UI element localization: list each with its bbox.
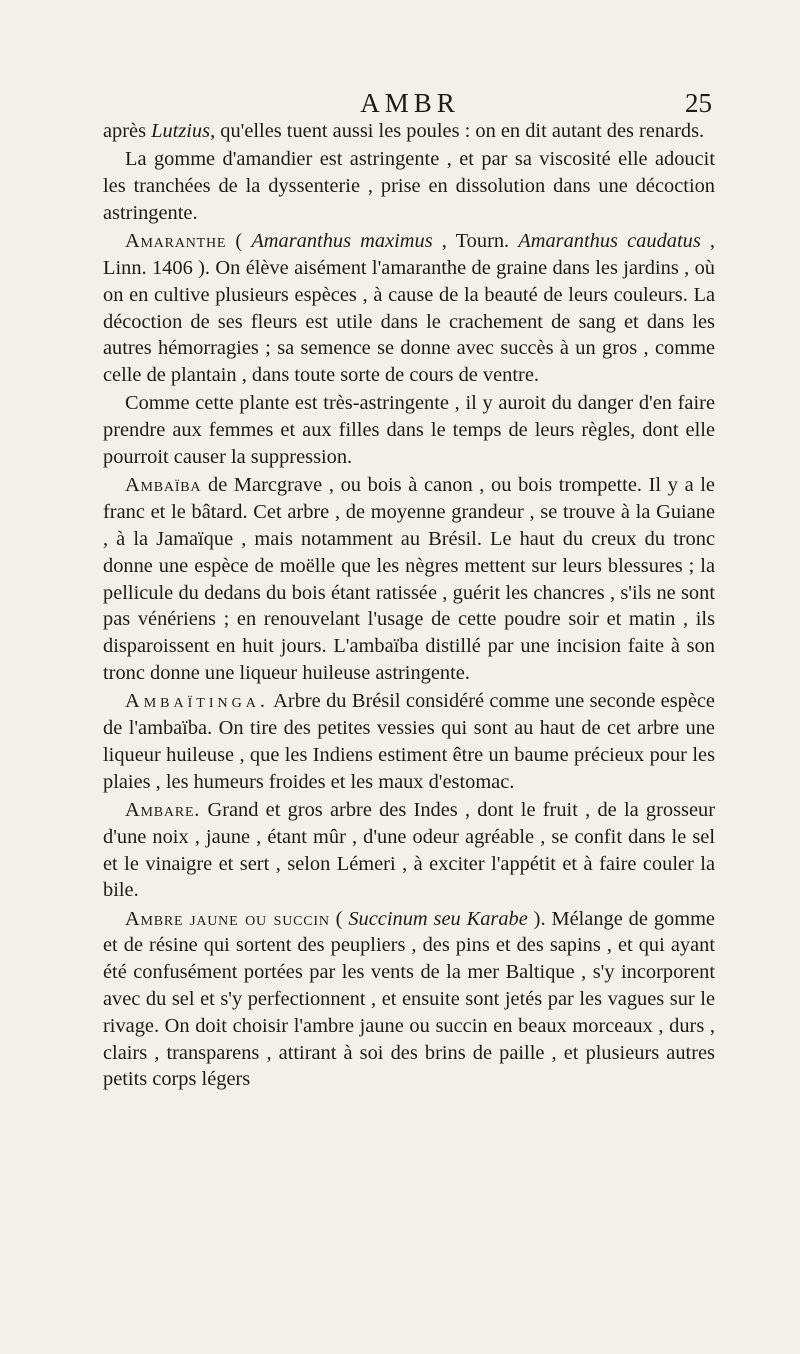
running-head-title: AMBR (360, 88, 460, 118)
paragraph (103, 228, 715, 389)
text-run: Comme cette plante est très-astringente , il y auroit du danger d'en faire prendre aux femmes et aux filles dans le temps de leurs règles, dont elle pourroit causer la suppression. (103, 392, 715, 469)
text-run: ( (226, 230, 252, 253)
running-head (108, 86, 712, 120)
paragraph (103, 472, 715, 686)
text-run: , qu'elles tuent aussi les poules : on en dit autant des renards. (210, 120, 705, 142)
entry-headword: Ambare. (125, 798, 201, 821)
text-run: La gomme d'amandier est astringente , et par sa viscosité elle adoucit les tranchées de la dyssenterie , prise en dissolution dans une décoction astringente. (103, 148, 715, 224)
text-run: après (103, 120, 152, 142)
page-number: 25 (685, 88, 712, 118)
body-text (103, 118, 715, 1095)
latin-name: Lutzius (151, 120, 211, 142)
text-run: de Marcgrave , ou bois à canon , ou bois trompette. Il y a le franc et le bâtard. Cet arbre , de moyenne grandeur , se trouve à la Guiane , à la Jamaïque , mais notamment au Brésil. Le haut du creux du tronc donne une espèce de moëlle que les nègres mettent sur leurs blessures ; la pellicule du dedans du bois étant ratissée , guérit les chancres , s'ils ne sont pas vénériens ; en renouvelant l'usage de cette poudre soir et matin , ils disparoissent en huit jours. L'ambaïba distillé par une incision faite à son tronc donne une liqueur huileuse astringente. (103, 474, 715, 684)
entry-headword: Ambre jaune ou succin (125, 907, 330, 930)
entry-headword: Ambaïtinga. (125, 690, 269, 713)
text-run: Arbre du Brésil considéré comme une seconde espèce de l'ambaïba. On tire des petites vessies qui sont au haut de cet arbre une liqueur huileuse , que les Indiens estiment être un baume précieux pour les plaies , les humeurs froides et les maux d'estomac. (103, 690, 715, 793)
text-run: , Linn. 1406 ). On élève aisément l'amaranthe de graine dans les jardins , où on en cultive plusieurs espèces , à cause de la beauté de leurs couleurs. La décoction de ses fleurs est utile dans le crachement de sang et dans les autres hémorragies ; sa semence se donne avec succès à un gros , comme celle de plantain , dans toute sorte de cours de ventre. (103, 230, 715, 387)
entry-headword: Amaranthe (125, 230, 227, 253)
paragraph (103, 688, 715, 795)
latin-name: Amaranthus caudatus (518, 230, 701, 253)
latin-name: Amaranthus maximus (251, 230, 433, 253)
text-run: ). Mélange de gomme et de résine qui sortent des peupliers , des pins et des sapins , et qui ayant été confusément portées par les vents de la mer Baltique , s'y incorporent avec du sel et s'y perfectionnent , et ensuite sont jetés par les vagues sur le rivage. On doit choisir l'ambre jaune ou succin en beaux morceaux , durs , clairs , transparens , attirant à soi des brins de paille , et plusieurs autres petits corps légers (103, 907, 715, 1091)
latin-name: Succinum seu Karabe (348, 907, 528, 930)
text-run: Grand et gros arbre des Indes , dont le fruit , de la grosseur d'une noix , jaune , étant mûr , d'une odeur agréable , se confit dans le sel et le vinaigre et sert , selon Lémeri , à exciter l'appétit et à faire couler la bile. (103, 798, 715, 902)
paragraph (103, 146, 715, 226)
paragraph (103, 906, 715, 1094)
paragraph (103, 390, 715, 470)
entry-headword: Ambaïba (125, 474, 202, 497)
text-run: ( (329, 907, 349, 930)
paragraph (103, 118, 715, 145)
paragraph (103, 797, 715, 904)
text-run: , Tourn. (432, 230, 519, 253)
